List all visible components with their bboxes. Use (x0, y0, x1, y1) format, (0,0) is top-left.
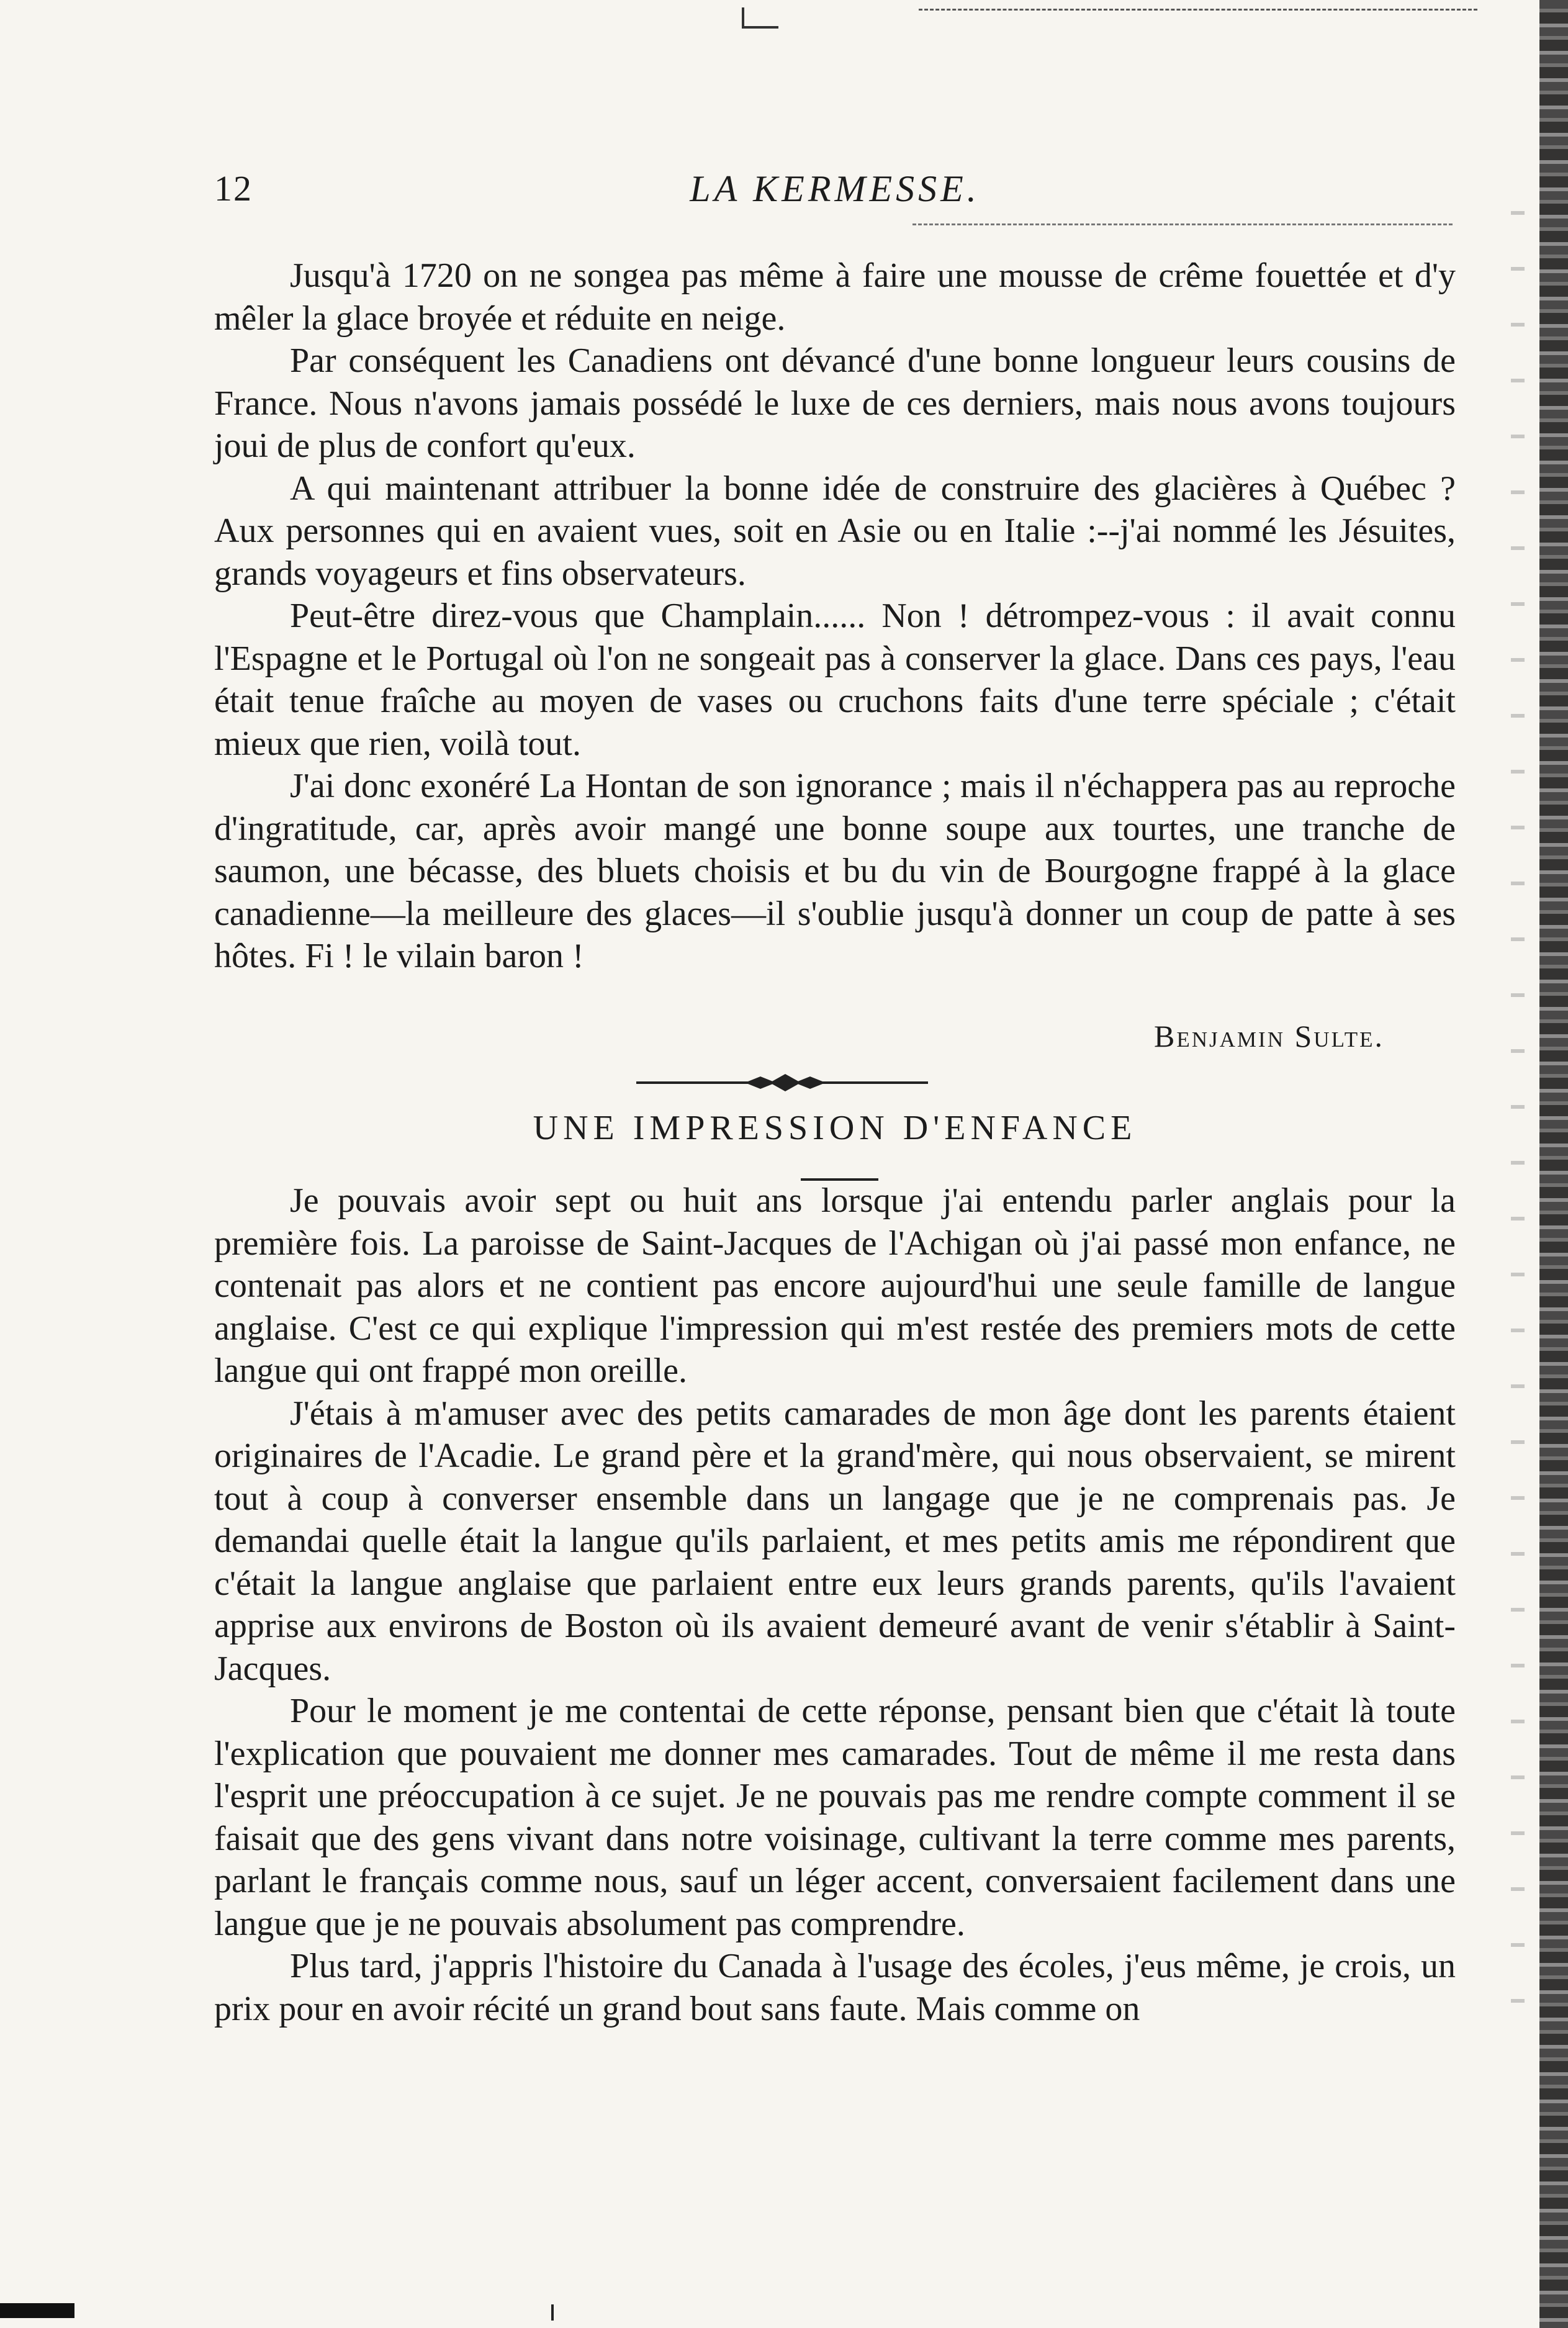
paragraph: Pour le moment je me contentai de cette réponse, pensant bien que c'était là toute l'explication que pouvaient me donner mes camarades. Tout de même il me resta dans l'esprit une préoccupation à ce sujet. Je ne pouvais pas me rendre compte comment il se faisait que des gens vivant dans notre voisinage, cultivant la terre comme mes parents, parlant le français comme nous, sauf un léger accent, conversaient facilement dans une langue que je ne pouvais absolument pas comprendre. (214, 1692, 1456, 1943)
paragraph: Peut-être direz-vous que Champlain...... Non ! détrompez-vous : il avait connu l'Espagne et le Portugal où l'on ne songeait pas à conserver la glace. Dans ces pays, l'eau était tenue fraîche au moyen de vases ou cruchons faits d'une terre spéciale ; c'était mieux que rien, voilà tout. (214, 597, 1456, 763)
scan-artifact-bar (0, 2303, 74, 2318)
paragraph: J'étais à m'amuser avec des petits camarades de mon âge dont les parents étaient originaires de l'Acadie. Le grand père et la grand'mère, qui nous observaient, se mirent tout à coup à converser ensemble dans un langage que je ne comprenais pas. Je demandai quelle était la langue qu'ils parlaient, et mes petits amis me répondirent que c'était la langue anglaise que parlaient entre eux leurs grands parents, qu'ils l'avaient apprise aux environs de Boston où ils avaient demeuré avant de venir s'établir à Saint-Jacques. (214, 1394, 1456, 1688)
scan-artifact-tick (551, 2304, 554, 2321)
running-title: LA KERMESSE. (690, 168, 980, 209)
scanned-binding-edge (1539, 0, 1568, 2328)
scan-artifact-mark (742, 7, 778, 29)
paragraph: Plus tard, j'appris l'histoire du Canada à l'usage des écoles, j'eus même, je crois, un prix pour en avoir récité un grand bout sans faute. Mais comme on (214, 1947, 1456, 2028)
paragraph: Jusqu'à 1720 on ne songea pas même à faire une mousse de crême fouettée et d'y mêler la glace broyée et réduite en neige. (214, 256, 1456, 338)
scan-artifact-rule (919, 9, 1477, 11)
paragraph: Je pouvais avoir sept ou huit ans lorsque j'ai entendu parler anglais pour la première fois. La paroisse de Saint-Jacques de l'Achigan où j'ai passé mon enfance, ne contenait pas alors et ne contient pas encore aujourd'hui une seule famille de langue anglaise. C'est ce qui explique l'impression qui m'est restée des premiers mots de cette langue qui ont frappé mon oreille. (214, 1181, 1456, 1390)
page-header (214, 168, 1456, 211)
author-signature: Benjamin Sulte. (1154, 1019, 1384, 1053)
paragraph: A qui maintenant attribuer la bonne idée de construire des glacières à Québec ? Aux personnes qui en avaient vues, soit en Asie ou en Italie :--j'ai nommé les Jésuites, grands voyageurs et fins observateurs. (214, 469, 1456, 593)
page-number: 12 (214, 168, 253, 209)
article-2-body (214, 1180, 1456, 2030)
paragraph: Par conséquent les Canadiens ont dévancé d'une bonne longueur leurs cousins de France. Nous n'avons jamais possédé le luxe de ces derniers, mais nous avons toujours joui de plus de confort qu'eux. (214, 341, 1456, 465)
header-rule (912, 223, 1453, 225)
scan-noise (1511, 186, 1525, 2049)
section-title: UNE IMPRESSION D'ENFANCE (533, 1109, 1137, 1147)
section-divider-ornament (636, 1070, 928, 1095)
paragraph: J'ai donc exonéré La Hontan de son ignorance ; mais il n'échappera pas au reproche d'ingratitude, car, après avoir mangé une bonne soupe aux tourtes, une tranche de saumon, une bécasse, des bluets choisis et bu du vin de Bourgogne frappé à la glace canadienne—la meilleure des glaces—il s'oublie jusqu'à donner un coup de patte à ses hôtes. Fi ! le vilain baron ! (214, 767, 1456, 975)
article-1-body (214, 255, 1456, 978)
